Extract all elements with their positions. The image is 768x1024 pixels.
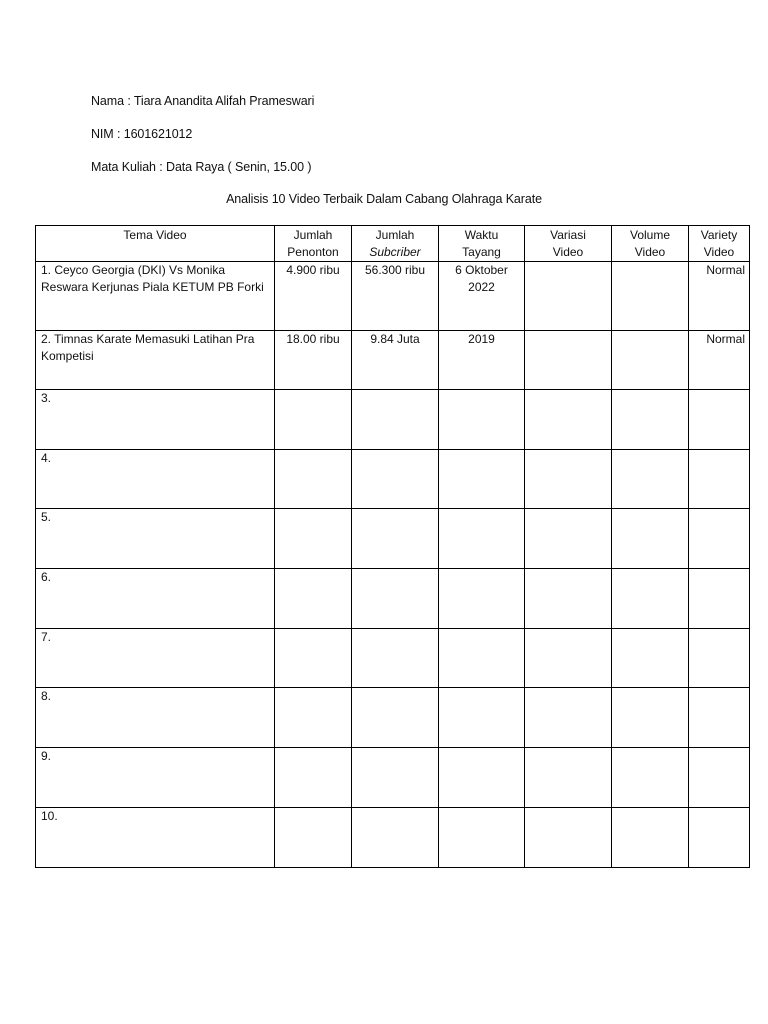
volume-video-cell [612,509,689,569]
table-row [36,748,750,808]
variasi-video-cell [525,449,612,509]
jumlah-penonton-cell [275,449,352,509]
variety-video-cell [689,688,750,748]
video-analysis-table [35,225,750,868]
variety-video-cell [689,569,750,629]
variasi-video-cell [525,807,612,867]
column-header-variety-video [689,226,750,262]
tema-video-cell: 9. [36,748,275,808]
table-row [36,509,750,569]
waktu-tayang-cell [439,390,525,450]
table-row [36,807,750,867]
column-header-line: Video [552,245,584,259]
column-header-volume-video [612,226,689,262]
variasi-video-cell [525,688,612,748]
jumlah-subscriber-cell: 9.84 Juta [352,331,439,390]
student-name-line: Nama : Tiara Anandita Alifah Prameswari [91,94,315,108]
tema-video-cell: 10. [36,807,275,867]
volume-video-cell [612,688,689,748]
volume-video-cell [612,807,689,867]
waktu-tayang-cell [439,688,525,748]
column-header-tema-video [36,226,275,262]
variety-video-cell [689,449,750,509]
variasi-video-cell [525,331,612,390]
jumlah-subscriber-cell [352,569,439,629]
column-header-line: Tema Video [123,228,187,242]
column-header-jumlah-subscriber [352,226,439,262]
jumlah-penonton-cell [275,688,352,748]
table-row [36,262,750,331]
tema-video-cell: 3. [36,390,275,450]
waktu-tayang-cell [439,449,525,509]
volume-video-cell [612,449,689,509]
volume-video-cell [612,628,689,688]
jumlah-penonton-cell [275,569,352,629]
tema-video-cell: 6. [36,569,275,629]
jumlah-penonton-cell [275,628,352,688]
jumlah-subscriber-cell [352,628,439,688]
waktu-tayang-cell: 2019 [439,331,525,390]
variety-video-cell [689,509,750,569]
jumlah-subscriber-cell [352,748,439,808]
waktu-tayang-cell [439,509,525,569]
variety-video-cell [689,807,750,867]
volume-video-cell [612,748,689,808]
jumlah-subscriber-cell [352,807,439,867]
column-header-line: Variety [700,228,738,242]
waktu-tayang-cell [439,748,525,808]
variasi-video-cell [525,262,612,331]
jumlah-penonton-cell [275,390,352,450]
jumlah-subscriber-cell [352,449,439,509]
column-header-line: Waktu [464,228,499,242]
table-row [36,331,750,390]
table-row [36,628,750,688]
column-header-line: Video [634,245,666,259]
tema-video-cell: 2. Timnas Karate Memasuki Latihan Pra Kompetisi [36,331,275,390]
variety-video-cell [689,390,750,450]
volume-video-cell [612,331,689,390]
variasi-video-cell [525,390,612,450]
jumlah-penonton-cell: 18.00 ribu [275,331,352,390]
jumlah-subscriber-cell [352,688,439,748]
tema-video-cell: 7. [36,628,275,688]
jumlah-subscriber-cell: 56.300 ribu [352,262,439,331]
waktu-tayang-cell [439,807,525,867]
column-header-jumlah-penonton [275,226,352,262]
column-header-line: Tayang [462,245,501,259]
table-header-row [36,226,750,262]
jumlah-penonton-cell [275,807,352,867]
column-header-line: Jumlah [293,228,333,242]
column-header-line: Jumlah [375,228,415,242]
waktu-tayang-cell [439,569,525,629]
variety-video-cell [689,628,750,688]
variety-video-cell: Normal [689,331,750,390]
column-header-line: Subcriber [369,245,421,259]
column-header-variasi-video [525,226,612,262]
tema-video-cell: 5. [36,509,275,569]
variasi-video-cell [525,628,612,688]
jumlah-subscriber-cell [352,390,439,450]
volume-video-cell [612,262,689,331]
student-nim-line: NIM : 1601621012 [91,127,193,141]
column-header-line: Video [703,245,735,259]
volume-video-cell [612,390,689,450]
column-header-line: Volume [629,228,671,242]
course-line: Mata Kuliah : Data Raya ( Senin, 15.00 ) [91,160,312,174]
tema-video-cell: 1. Ceyco Georgia (DKI) Vs Monika Reswara Kerjunas Piala KETUM PB Forki [36,262,275,331]
table-row [36,569,750,629]
jumlah-penonton-cell: 4.900 ribu [275,262,352,331]
column-header-line: Variasi [550,228,586,242]
volume-video-cell [612,569,689,629]
jumlah-penonton-cell [275,509,352,569]
variety-video-cell: Normal [689,262,750,331]
table-row [36,449,750,509]
jumlah-subscriber-cell [352,509,439,569]
waktu-tayang-cell [439,628,525,688]
document-title: Analisis 10 Video Terbaik Dalam Cabang Olahraga Karate [226,192,542,206]
table-row [36,390,750,450]
column-header-line: Penonton [287,245,339,259]
variasi-video-cell [525,509,612,569]
column-header-waktu-tayang [439,226,525,262]
table-row [36,688,750,748]
variasi-video-cell [525,569,612,629]
tema-video-cell: 8. [36,688,275,748]
variasi-video-cell [525,748,612,808]
waktu-tayang-cell: 6 Oktober 2022 [439,262,525,331]
tema-video-cell: 4. [36,449,275,509]
jumlah-penonton-cell [275,748,352,808]
variety-video-cell [689,748,750,808]
